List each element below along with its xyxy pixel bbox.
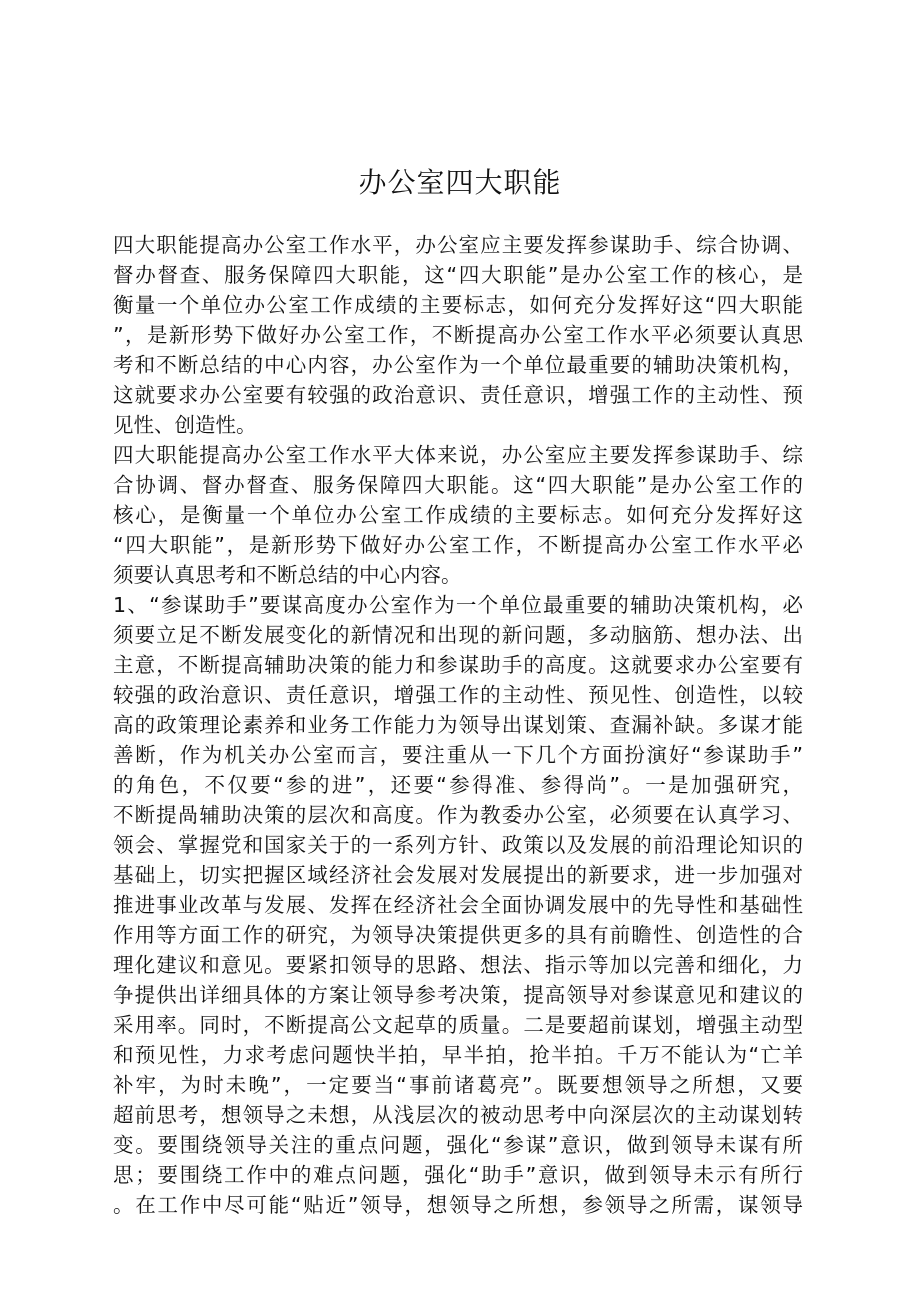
text-line: 。在工作中尽可能“贴近”领导，想领导之所想，参领导之所需，谋领导 — [113, 1193, 803, 1217]
document-title: 办公室四大职能 — [358, 166, 562, 199]
text-line: 较强的政治意识、责任意识，增强工作的主动性、预见性、创造性，以较 — [113, 683, 803, 707]
text-line: 作用等方面工作的研究，为领导决策提供更多的具有前瞻性、创造性的合 — [113, 923, 803, 947]
text-line: 主意，不断提高辅助决策的能力和参谋助手的高度。这就要求办公室要有 — [113, 653, 803, 677]
text-line: 四大职能提高办公室工作水平大体来说，办公室应主要发挥参谋助手、综 — [113, 443, 803, 467]
text-line: 推进事业改革与发展、发挥在经济社会全面协调发展中的先导性和基础性 — [113, 893, 803, 917]
text-line: 补牢，为时未晚”，一定要当“事前诸葛亮”。既要想领导之所想，又要 — [113, 1073, 803, 1097]
text-line: 善断，作为机关办公室而言，要注重从一下几个方面扮演好“参谋助手” — [113, 743, 803, 767]
text-line: 理化建议和意见。要紧扣领导的思路、想法、指示等加以完善和细化，力 — [113, 953, 803, 977]
text-line: 见性、创造性。 — [113, 413, 257, 437]
text-line: 须要认真思考和不断总结的中心内容。 — [113, 563, 462, 587]
text-line: 四大职能提高办公室工作水平，办公室应主要发挥参谋助手、综合协调、 — [113, 233, 803, 257]
text-line: 思；要围绕工作中的难点问题，强化“助手”意识，做到领导未示有所行 — [113, 1163, 803, 1187]
text-line: 不断提咼辅助决策的层次和高度。作为教委办公室，必须要在认真学习、 — [113, 803, 803, 827]
text-line: 督办督查、服务保障四大职能，这“四大职能”是办公室工作的核心，是 — [113, 263, 803, 287]
text-line: 领会、掌握党和国家关于的一系列方针、政策以及发展的前沿理论知识的 — [113, 833, 803, 857]
text-line: 这就要求办公室要有较强的政治意识、责任意识，增强工作的主动性、预 — [113, 383, 803, 407]
text-line: 考和不断总结的中心内容，办公室作为一个单位最重要的辅助决策机构， — [113, 353, 803, 377]
text-line: 的角色，不仅要“参的进”，还要“参得准、参得尚”。一是加强研究， — [113, 773, 803, 797]
text-line: 须要立足不断发展变化的新情况和出现的新问题，多动脑筋、想办法、出 — [113, 623, 803, 647]
text-line: 基础上，切实把握区域经济社会发展对发展提出的新要求，进一步加强对 — [113, 863, 803, 887]
text-line: 采用率。同时，不断提高公文起草的质量。二是要超前谋划，增强主动型 — [113, 1013, 803, 1037]
text-line: 核心，是衡量一个单位办公室工作成绩的主要标志。如何充分发挥好这 — [113, 503, 803, 527]
text-line: 衡量一个单位办公室工作成绩的主要标志，如何充分发挥好这“四大职能 — [113, 293, 803, 317]
text-line: 合协调、督办督查、服务保障四大职能。这“四大职能”是办公室工作的 — [113, 473, 803, 497]
text-line: 争提供出详细具体的方案让领导参考决策，提高领导对参谋意见和建议的 — [113, 983, 803, 1007]
text-line: ”，是新形势下做好办公室工作，不断提高办公室工作水平必须要认真思 — [113, 323, 803, 347]
text-line: 1、“参谋助手”要谋高度办公室作为一个单位最重要的辅助决策机构，必 — [113, 593, 803, 617]
text-line: 和预见性，力求考虑问题快半拍，早半拍，抢半拍。千万不能认为“亡羊 — [113, 1043, 803, 1067]
document-body — [113, 230, 803, 1220]
text-line: “四大职能”，是新形势下做好办公室工作，不断提高办公室工作水平必 — [113, 533, 803, 557]
text-line: 超前思考，想领导之未想，从浅层次的被动思考中向深层次的主动谋划转 — [113, 1103, 803, 1127]
text-line: 高的政策理论素养和业务工作能力为领导出谋划策、查漏补缺。多谋才能 — [113, 713, 803, 737]
text-line: 变。要围绕领导关注的重点问题，强化“参谋”意识，做到领导未谋有所 — [113, 1133, 803, 1157]
